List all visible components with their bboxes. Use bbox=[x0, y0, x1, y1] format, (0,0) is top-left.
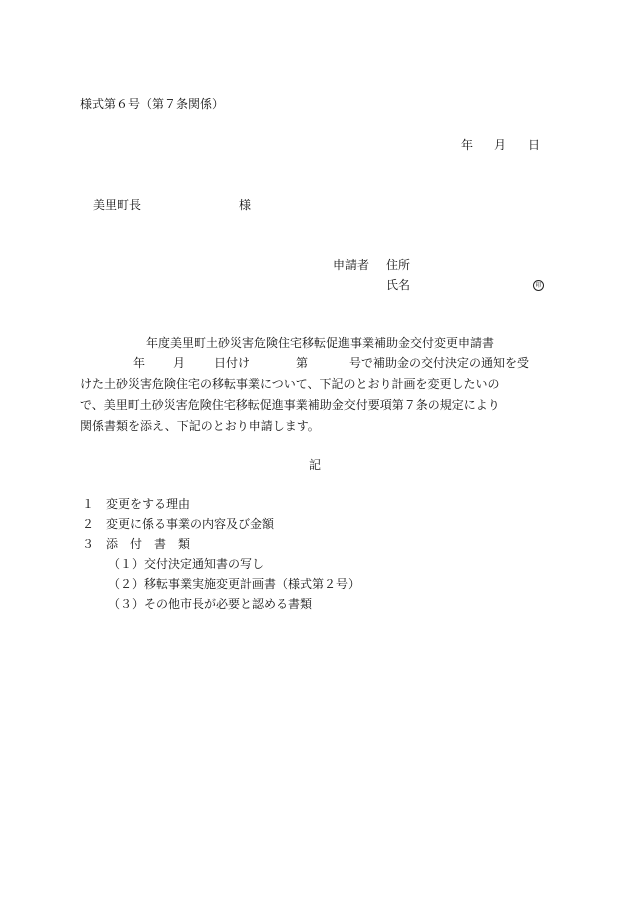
body-month: 月 bbox=[173, 356, 186, 370]
ki-heading: 記 bbox=[309, 458, 322, 472]
document-title: 年度美里町土砂災害危険住宅移転促進事業補助金交付変更申請書 bbox=[146, 336, 495, 350]
attachment-item: （２）移転事業実施変更計画書（様式第２号） bbox=[108, 577, 361, 591]
item-text: 添 付 書 類 bbox=[106, 537, 191, 551]
body-line4: 関係書類を添え、下記のとおり申請します。 bbox=[80, 419, 320, 433]
item-text: 変更をする理由 bbox=[106, 497, 191, 511]
item-number: １ bbox=[82, 497, 95, 511]
body-dated: 日付け bbox=[214, 356, 251, 370]
applicant-name-label: 氏名 bbox=[386, 278, 411, 292]
body-line1-rest: 号で補助金の交付決定の通知を受 bbox=[349, 356, 530, 370]
body-line2: けた土砂災害危険住宅の移転事業について、下記のとおり計画を変更したいの bbox=[80, 377, 500, 391]
attachment-item: （１）交付決定通知書の写し bbox=[108, 557, 265, 571]
attachment-item: （３）その他市長が必要と認める書類 bbox=[108, 597, 313, 611]
applicant-label: 申請者 bbox=[333, 258, 370, 272]
body-year: 年 bbox=[133, 356, 146, 370]
item-number: ３ bbox=[82, 537, 95, 551]
item-number: ２ bbox=[82, 517, 95, 531]
date-year: 年 bbox=[461, 138, 474, 152]
seal-icon: 印 bbox=[533, 280, 544, 291]
addressee-name: 美里町長 bbox=[93, 198, 142, 212]
date-day: 日 bbox=[528, 138, 541, 152]
body-dai: 第 bbox=[296, 356, 309, 370]
applicant-address-label: 住所 bbox=[386, 258, 411, 272]
item-text: 変更に係る事業の内容及び金額 bbox=[106, 517, 275, 531]
form-number: 様式第６号（第７条関係） bbox=[80, 97, 225, 111]
date-month: 月 bbox=[494, 138, 507, 152]
addressee-honorific: 様 bbox=[239, 198, 252, 212]
body-line3: で、美里町土砂災害危険住宅移転促進事業補助金交付要項第７条の規定により bbox=[80, 398, 500, 412]
